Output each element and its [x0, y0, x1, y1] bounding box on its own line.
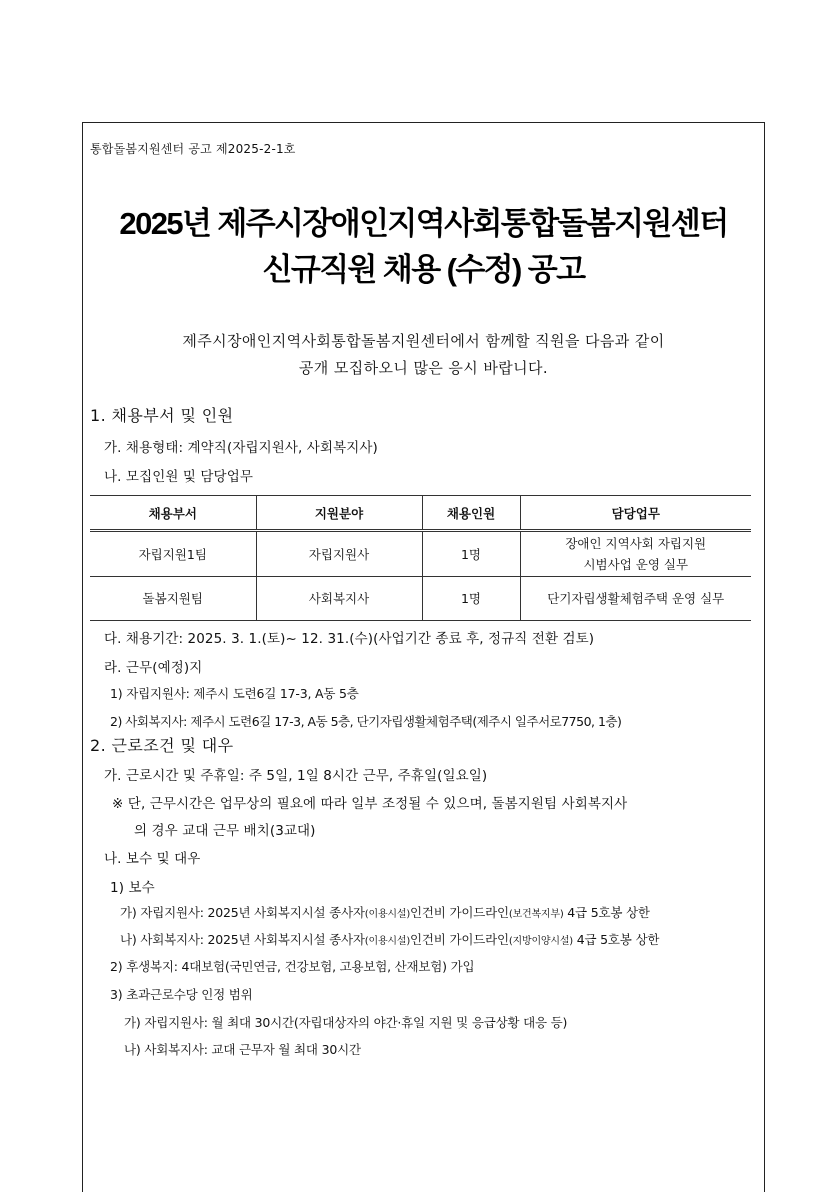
- pay-independence-supporter: [120, 903, 650, 921]
- table-row: [90, 577, 751, 621]
- pay-text: 4급 5호봉 상한: [563, 905, 650, 920]
- pay-text: 4급 5호봉 상한: [573, 932, 660, 947]
- pay-text: 인건비 가이드라인: [410, 932, 509, 947]
- table-cell-count: 1명: [422, 531, 520, 577]
- section2-heading: 2. 근로조건 및 대우: [90, 736, 234, 755]
- work-place-heading: 라. 근무(예정)지: [104, 660, 203, 676]
- table-header-field: 지원분야: [256, 496, 422, 531]
- table-header-duty: 담당업무: [520, 496, 751, 531]
- overtime-heading: 3) 초과근로수당 인정 범위: [110, 987, 253, 1002]
- table-cell-duty: [520, 531, 751, 577]
- table-row: [90, 531, 751, 577]
- work-place-1: 1) 자립지원사: 제주시 도련6길 17-3, A동 5층: [110, 686, 359, 701]
- pay-social-worker: [120, 930, 659, 948]
- table-cell-duty: 단기자립생활체험주택 운영 실무: [520, 577, 751, 621]
- recruit-table: [90, 495, 751, 621]
- overtime-social-worker: 나) 사회복지사: 교대 근무자 월 최대 30시간: [124, 1042, 361, 1057]
- page-title-line2: 신규직원 채용 (수정) 공고: [262, 252, 585, 287]
- table-cell-field: 자립지원사: [256, 531, 422, 577]
- page-title-line1: 2025년 제주시장애인지역사회통합돌봄지원센터: [119, 206, 728, 241]
- table-cell-dept: 자립지원1팀: [90, 531, 256, 577]
- table-header-count: 채용인원: [422, 496, 520, 531]
- employment-period: 다. 채용기간: 2025. 3. 1.(토)~ 12. 31.(수)(사업기간 종료 후, 정규직 전환 검토): [104, 631, 595, 647]
- duty-line2: 시범사업 운영 실무: [583, 557, 689, 572]
- table-cell-dept: 돌봄지원팀: [90, 577, 256, 621]
- pay-benefit-heading: 나. 보수 및 대우: [104, 851, 201, 867]
- overtime-independence-supporter: 가) 자립지원사: 월 최대 30시간(자립대상자의 야간·휴일 지원 및 응급상황 대응 등): [124, 1015, 568, 1030]
- notice-number: 통합돌봄지원센터 공고 제2025-2-1호: [90, 142, 296, 156]
- duty-line1: 장애인 지역사회 자립지원: [565, 536, 707, 551]
- welfare: 2) 후생복지: 4대보험(국민연금, 건강보험, 고용보험, 산재보험) 가입: [110, 959, 475, 974]
- work-place-2: 2) 사회복지사: 제주시 도련6길 17-3, A동 5층, 단기자립생활체험주택(제주시 일주서로7750, 1층): [110, 714, 622, 729]
- pay-text-small: (보건복지부): [508, 909, 564, 920]
- pay-text-small: (지방이양시설): [508, 936, 573, 947]
- section1-heading: 1. 채용부서 및 인원: [90, 406, 234, 425]
- intro-line2: 공개 모집하오니 많은 응시 바랍니다.: [298, 359, 549, 377]
- working-hours: 가. 근로시간 및 주휴일: 주 5일, 1일 8시간 근무, 주휴일(일요일): [104, 768, 488, 784]
- table-cell-count: 1명: [422, 577, 520, 621]
- note-line1: ※ 단, 근무시간은 업무상의 필요에 따라 일부 조정될 수 있으며, 돌봄지원팀 사회복지사: [112, 796, 628, 812]
- pay-text: 가) 자립지원사: 2025년 사회복지시설 종사자: [120, 905, 365, 920]
- table-cell-field: 사회복지사: [256, 577, 422, 621]
- table-header-row: [90, 496, 751, 531]
- pay-text: 나) 사회복지사: 2025년 사회복지시설 종사자: [120, 932, 365, 947]
- intro-line1: 제주시장애인지역사회통합돌봄지원센터에서 함께할 직원을 다음과 같이: [182, 332, 665, 350]
- table-header-dept: 채용부서: [90, 496, 256, 531]
- pay-text-small: (이용시설): [364, 936, 411, 947]
- employment-type: 가. 채용형태: 계약직(자립지원사, 사회복지사): [104, 440, 378, 456]
- pay-heading: 1) 보수: [110, 880, 155, 896]
- recruit-count-heading: 나. 모집인원 및 담당업무: [104, 469, 253, 485]
- note-line2: 의 경우 교대 근무 배치(3교대): [134, 823, 316, 839]
- pay-text: 인건비 가이드라인: [410, 905, 509, 920]
- pay-text-small: (이용시설): [364, 909, 411, 920]
